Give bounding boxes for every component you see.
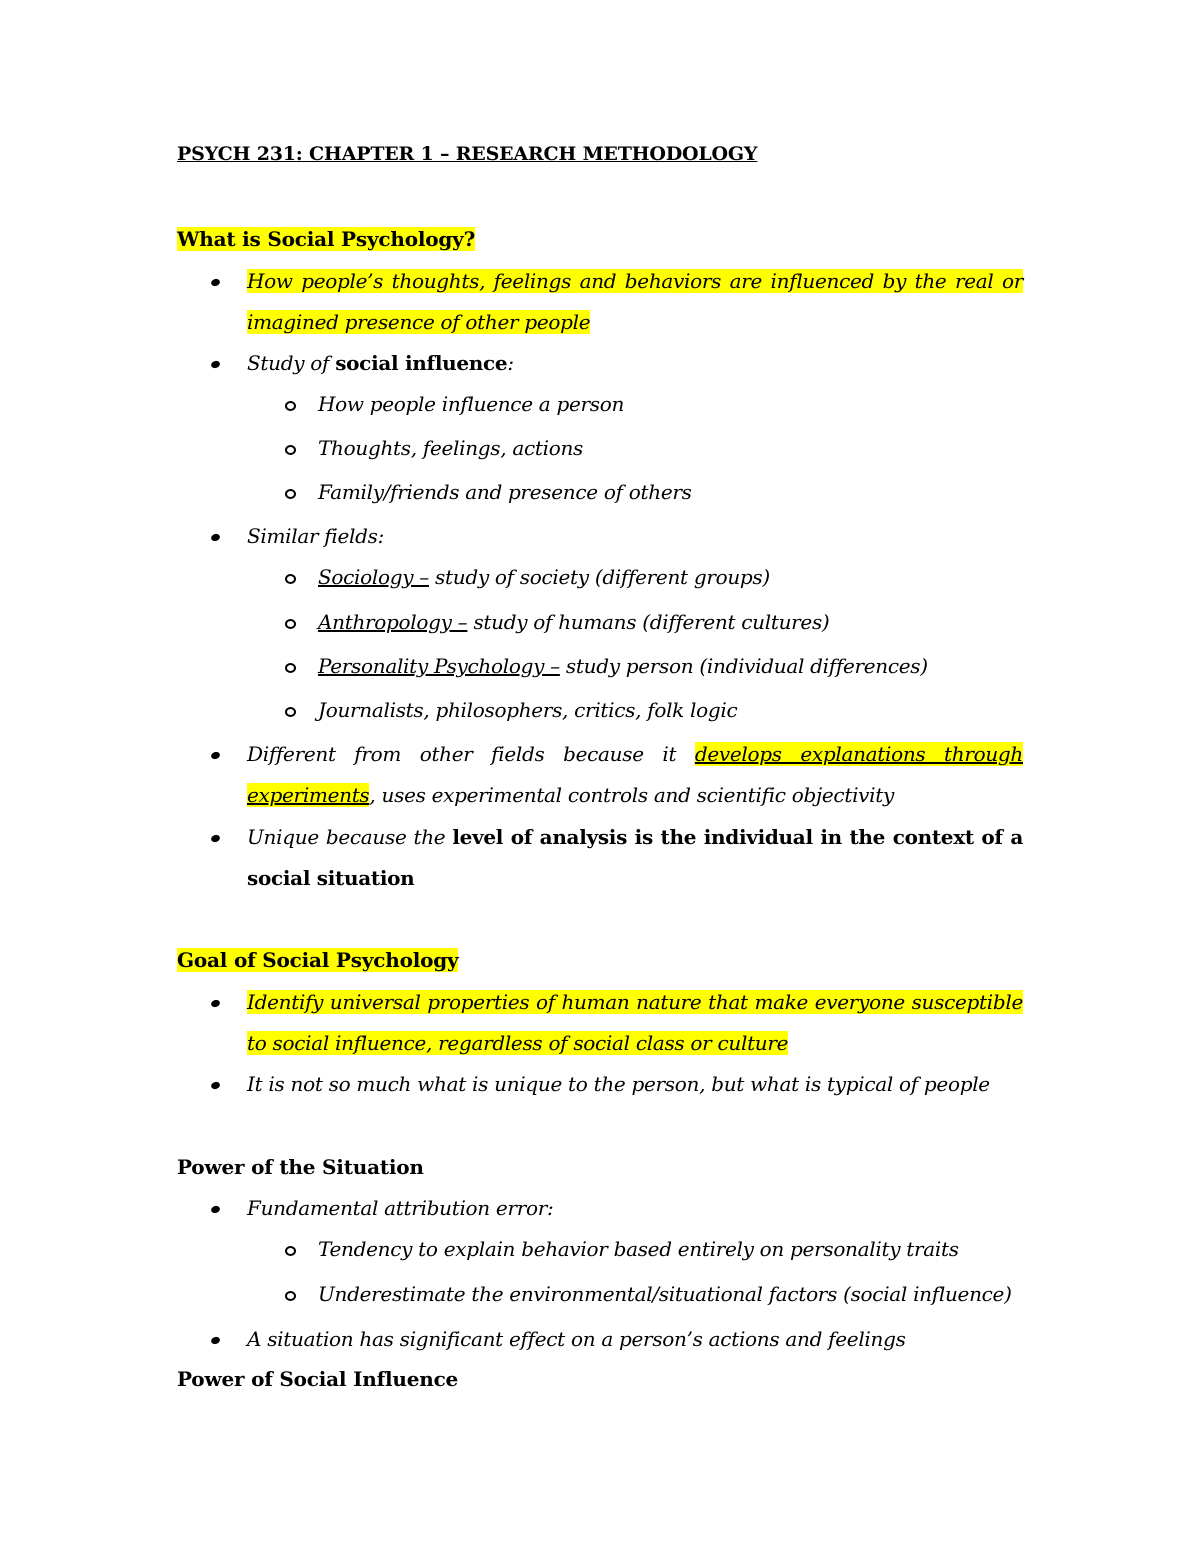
sub-item: Thoughts, feelings, actions	[318, 436, 584, 460]
text-social-influence: social influence	[335, 351, 508, 375]
definition-line-2	[247, 309, 590, 335]
circle-bullet-icon	[285, 401, 296, 411]
bullet-icon	[211, 835, 221, 845]
section-heading-what-is	[177, 226, 475, 252]
list-item-unique-line-1	[247, 824, 1023, 850]
definition-highlight-1: How people’s thoughts, feelings and behaviors are influenced by the real or	[247, 269, 1023, 293]
goal-highlight-2: to social influence, regardless of social class or culture	[247, 1031, 789, 1055]
list-item-similar-fields: Similar fields:	[247, 524, 385, 548]
goal-line-2	[247, 1030, 788, 1056]
highlight-experiments: experiments	[247, 783, 370, 807]
list-item-different-line-2	[247, 782, 894, 808]
list-item-study-of	[247, 350, 514, 376]
sub-item: Tendency to explain behavior based entirely on personality traits	[318, 1237, 959, 1261]
circle-bullet-icon	[285, 574, 296, 584]
list-item-typical: It is not so much what is unique to the person, but what is typical of people	[247, 1072, 990, 1096]
term-anthropology: Anthropology –	[318, 610, 468, 634]
term-description: study of humans (different cultures)	[467, 610, 830, 634]
text-level-of-analysis: level of analysis is the individual in the context of a	[452, 825, 1023, 849]
circle-bullet-icon	[285, 663, 296, 673]
list-item-unique-line-2: social situation	[247, 866, 415, 890]
sub-item: Family/friends and presence of others	[318, 480, 692, 504]
circle-bullet-icon	[285, 445, 296, 455]
definition-highlight-2: imagined presence of other people	[247, 310, 591, 334]
definition-line-1	[247, 268, 1023, 294]
circle-bullet-icon	[285, 489, 296, 499]
goal-line-1	[247, 989, 1023, 1015]
section-heading-power-situation: Power of the Situation	[177, 1155, 424, 1179]
circle-bullet-icon	[285, 707, 296, 717]
sub-item: Underestimate the environmental/situational factors (social influence)	[318, 1282, 1012, 1306]
document-title: PSYCH 231: CHAPTER 1 – RESEARCH METHODOLOGY	[177, 143, 758, 165]
sub-item-journalists: Journalists, philosophers, critics, folk logic	[318, 698, 738, 722]
section-heading-power-social-influence: Power of Social Influence	[177, 1367, 459, 1391]
list-item-different-line-1	[247, 741, 1023, 767]
term-description: study person (individual differences)	[559, 654, 928, 678]
term-description: study of society (different groups)	[428, 565, 770, 589]
bullet-icon	[211, 1337, 221, 1347]
sub-item: How people influence a person	[318, 392, 625, 416]
text-unique-because: Unique because the	[247, 825, 453, 849]
sub-item-personality	[318, 653, 928, 679]
list-item-situation-effect: A situation has significant effect on a person’s actions and feelings	[247, 1327, 906, 1351]
bullet-icon	[211, 361, 221, 371]
bullet-icon	[211, 279, 221, 289]
circle-bullet-icon	[285, 619, 296, 629]
term-personality-psychology: Personality Psychology –	[318, 654, 560, 678]
goal-highlight-1: Identify universal properties of human nature that make everyone susceptible	[247, 990, 1023, 1014]
text-colon: :	[507, 351, 514, 375]
text-study-of: Study of	[247, 351, 336, 375]
heading-highlight: What is Social Psychology?	[177, 227, 476, 251]
bullet-icon	[211, 1206, 221, 1216]
sub-item-anthropology	[318, 609, 829, 635]
bullet-icon	[211, 534, 221, 544]
term-sociology: Sociology –	[318, 565, 429, 589]
text-experimental-controls: , uses experimental controls and scientific objectivity	[369, 783, 894, 807]
heading-highlight: Goal of Social Psychology	[177, 948, 459, 972]
sub-item-sociology	[318, 564, 770, 590]
section-heading-goal	[177, 947, 458, 973]
list-item-fae: Fundamental attribution error:	[247, 1196, 554, 1220]
circle-bullet-icon	[285, 1291, 296, 1301]
highlight-develops-explanations: develops explanations through	[694, 742, 1023, 766]
text-different-from: Different from other fields because it	[247, 742, 695, 766]
bullet-icon	[211, 1082, 221, 1092]
circle-bullet-icon	[285, 1246, 296, 1256]
bullet-icon	[211, 752, 221, 762]
bullet-icon	[211, 1000, 221, 1010]
